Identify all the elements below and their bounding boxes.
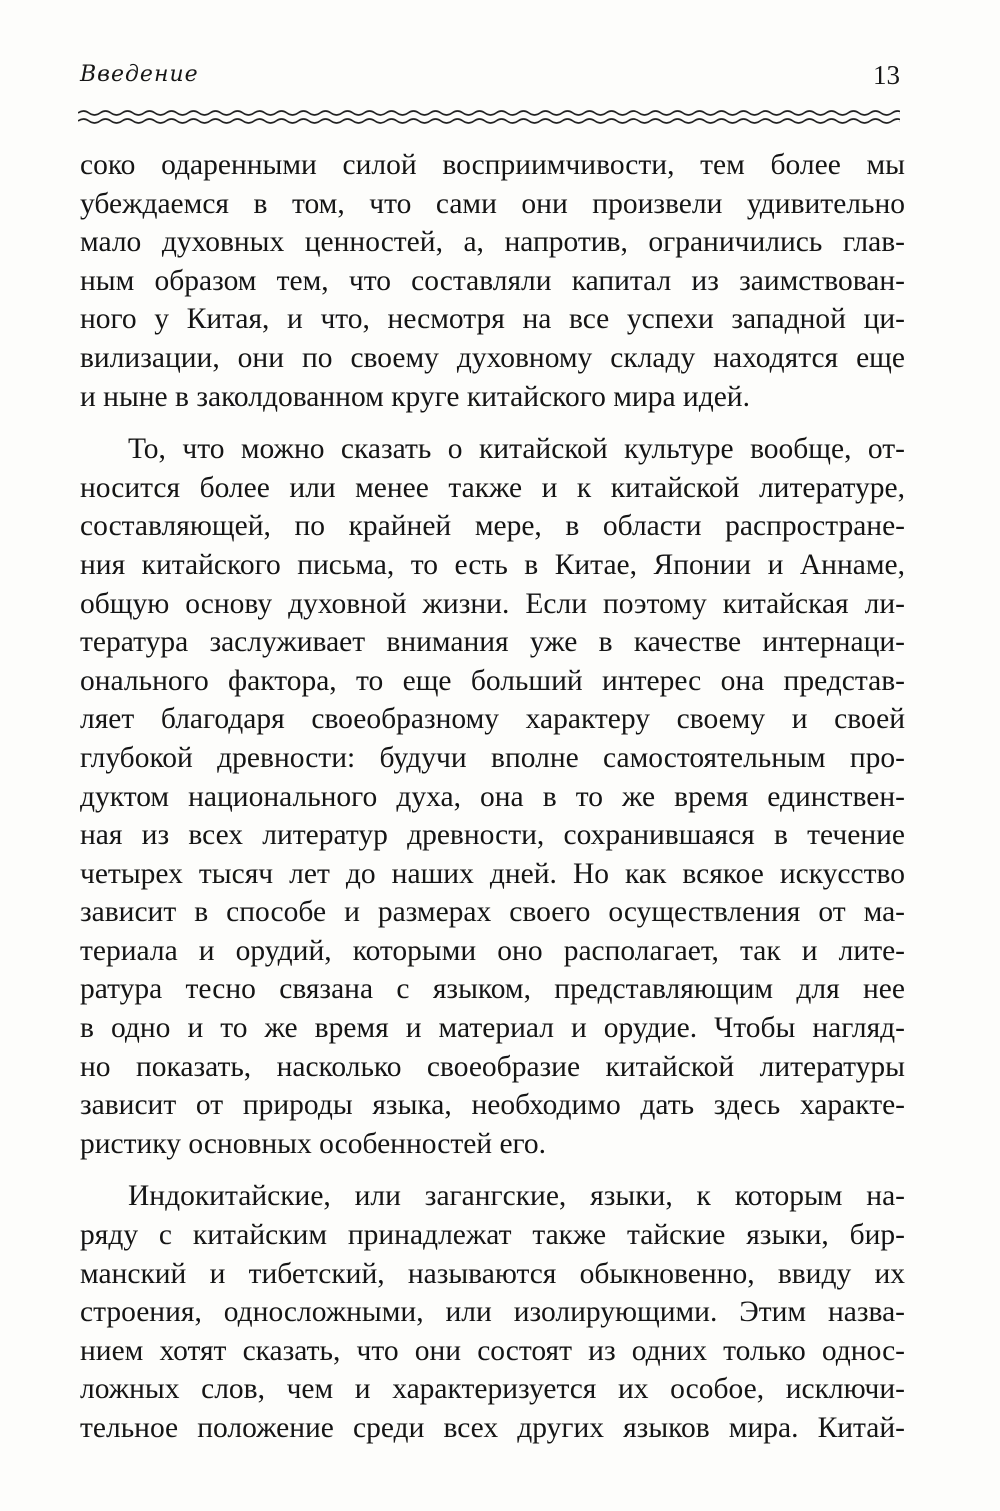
text-line: ряду с китайским принадлежат также тайские языки, бир- (80, 1219, 905, 1252)
text-line: То, что можно сказать о китайской культуре вообще, от- (128, 433, 905, 466)
text-line: дуктом национального духа, она в то же время единствен- (80, 780, 905, 813)
text-line: зависит в способе и размерах своего осуществления от ма- (80, 896, 905, 929)
section-title: Введение (80, 62, 199, 87)
body-text (80, 146, 905, 1448)
text-line: вилизации, они по своему духовному складу находятся еще (80, 341, 905, 374)
paragraph (80, 1177, 905, 1447)
text-line: и ныне в заколдованном круге китайского мира идей. (80, 380, 750, 413)
text-line: составляющей, по крайней мере, в области распростране- (80, 510, 905, 543)
text-line: ного у Китая, и что, несмотря на все успехи западной ци- (80, 303, 905, 336)
text-line: общую основу духовной жизни. Если поэтому китайская ли- (80, 587, 905, 620)
running-head (80, 60, 900, 104)
text-line: онального фактора, то еще больший интерес она представ- (80, 664, 905, 697)
text-line: териала и орудий, которыми оно располагает, так и лите- (80, 934, 905, 967)
paragraph-gap (80, 1163, 905, 1177)
text-line: зависит от природы языка, необходимо дать здесь характе- (80, 1089, 905, 1122)
text-line: соко одаренными силой восприимчивости, тем более мы (80, 149, 905, 181)
text-line: ляет благодаря своеобразному характеру своему и своей (80, 703, 905, 736)
text-line: убеждаемся в том, что сами они произвели удивительно (80, 187, 905, 220)
paragraph (80, 430, 905, 1163)
text-line: тельное положение среди всех других языков мира. Китай- (80, 1412, 905, 1444)
text-line: ния китайского письма, то есть в Китае, Японии и Аннаме, (80, 548, 905, 581)
page-number: 13 (873, 60, 900, 90)
text-line: ристику основных особенностей его. (80, 1127, 547, 1160)
paragraph-gap (80, 416, 905, 430)
text-line: ратура тесно связана с языком, представляющим для нее (80, 973, 905, 1006)
paragraph (80, 146, 905, 416)
text-line: мало духовных ценностей, а, напротив, ограничились глав- (80, 226, 905, 259)
text-line: глубокой древности: будучи вполне самостоятельным про- (80, 741, 905, 774)
text-line: носится более или менее также и к китайской литературе, (80, 471, 905, 504)
text-line: строения, односложными, или изолирующими. Этим назва- (80, 1296, 905, 1329)
text-line: ложных слов, чем и характеризуется их особое, исключи- (80, 1373, 905, 1406)
text-line: ным образом тем, что составляли капитал из заимствован- (80, 264, 905, 297)
text-line: нием хотят сказать, что они состоят из одних только однос- (80, 1334, 905, 1367)
text-line: тература заслуживает внимания уже в качестве интернаци- (80, 626, 905, 659)
wavy-divider (78, 104, 900, 130)
text-line: но показать, насколько своеобразие китайской литературы (80, 1050, 905, 1083)
text-line: Индокитайские, или загангские, языки, к которым на- (128, 1180, 905, 1213)
text-line: в одно и то же время и материал и орудие. Чтобы нагляд- (80, 1012, 905, 1045)
text-line: ная из всех литератур древности, сохранившаяся в течение (80, 819, 905, 852)
text-line: манский и тибетский, называются обыкновенно, ввиду их (80, 1257, 905, 1290)
text-line: четырех тысяч лет до наших дней. Но как всякое искусство (80, 857, 905, 890)
